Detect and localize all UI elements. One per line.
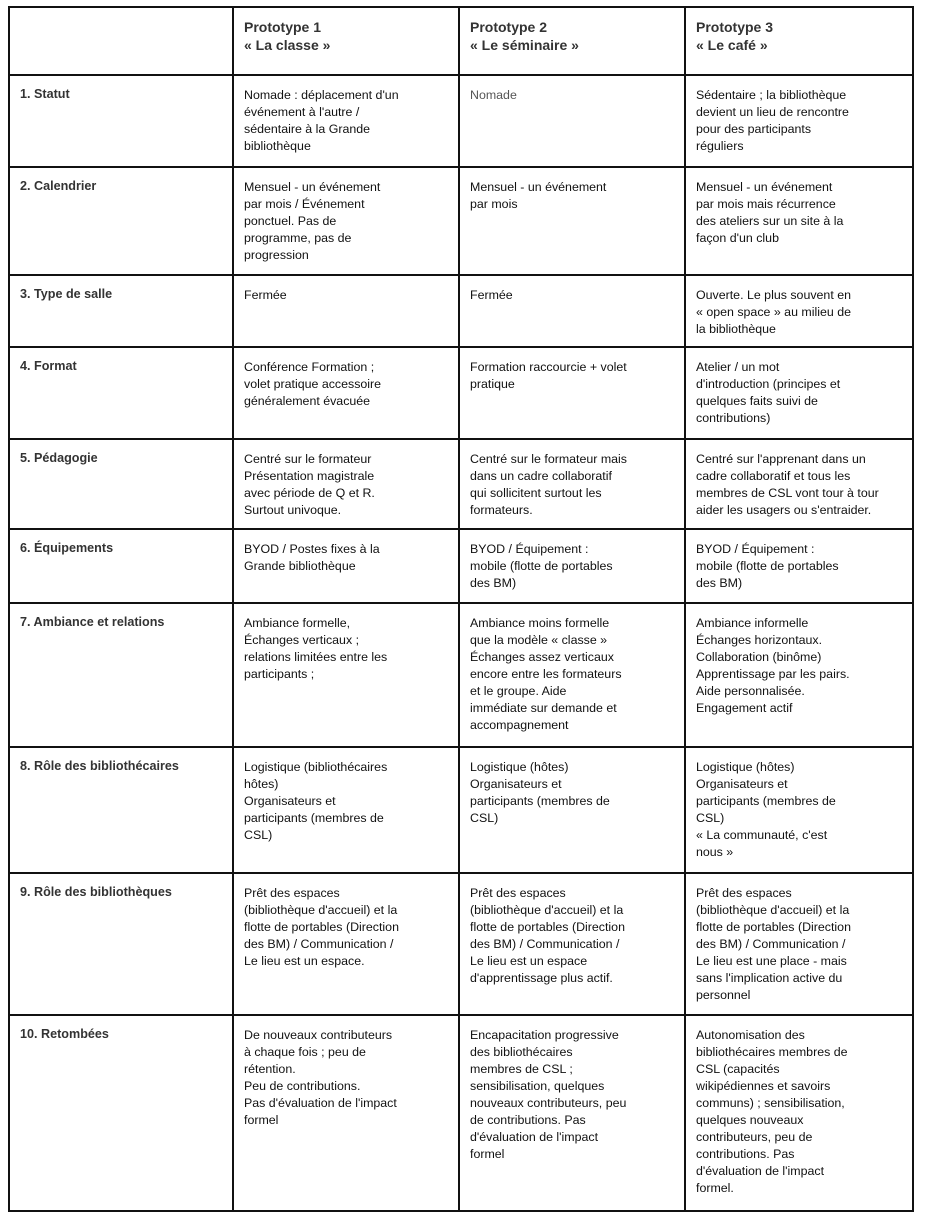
- cell-text-line: par mois mais récurrence: [696, 197, 836, 211]
- cell-text-line: personnel: [696, 988, 751, 1002]
- cell-text-line: pour des participants: [696, 122, 812, 136]
- cell-text-line: mobile (flotte de portables: [696, 559, 839, 573]
- cell-text-line: Pas d'évaluation de l'impact: [244, 1096, 397, 1110]
- cell-text-line: sans l'implication active du: [696, 971, 843, 985]
- cell-text-line: avec période de Q et R.: [244, 486, 375, 500]
- cell-text-line: Logistique (hôtes): [470, 760, 569, 774]
- cell-text-line: Nomade: [470, 88, 517, 102]
- cell-text-line: relations limitées entre les: [244, 650, 388, 664]
- cell-text-line: formel: [244, 1113, 279, 1127]
- cell-text-line: Fermée: [470, 288, 513, 302]
- cell-text-line: Logistique (hôtes): [696, 760, 795, 774]
- cell-text-line: Formation raccourcie + volet: [470, 360, 627, 374]
- cell-text-line: mobile (flotte de portables: [470, 559, 613, 573]
- cell-text-line: par mois: [470, 197, 518, 211]
- cell-text-line: flotte de portables (Direction: [696, 920, 851, 934]
- cell-text-line: Logistique (bibliothécaires: [244, 760, 388, 774]
- table-row: [9, 75, 913, 167]
- cell-text-line: des BM) / Communication /: [244, 937, 394, 951]
- cell-text-line: Ambiance formelle,: [244, 616, 351, 630]
- cell-text-line: sédentaire à la Grande: [244, 122, 371, 136]
- cell-text-line: Échanges horizontaux.: [696, 633, 823, 647]
- cell-text-line: par mois / Événement: [244, 197, 365, 211]
- cell-text-line: Apprentissage par les pairs.: [696, 667, 850, 681]
- cell-text-line: membres de CSL ;: [470, 1062, 573, 1076]
- table-cell-prototype-2: [459, 439, 685, 529]
- cell-text-line: CSL (capacités: [696, 1062, 780, 1076]
- cell-text-line: Aide personnalisée.: [696, 684, 805, 698]
- table-cell-prototype-1: [233, 529, 459, 603]
- cell-text-line: Prêt des espaces: [470, 886, 566, 900]
- row-label: 7. Ambiance et relations: [9, 603, 233, 747]
- cell-text-line: d'introduction (principes et: [696, 377, 841, 391]
- cell-text-line: Nomade : déplacement d'un: [244, 88, 399, 102]
- table-body: [9, 75, 913, 1211]
- cell-text-line: formel: [470, 1147, 505, 1161]
- table-row: [9, 347, 913, 439]
- cell-text-line: devient un lieu de rencontre: [696, 105, 849, 119]
- cell-text-line: progression: [244, 248, 309, 262]
- cell-text-line: qui sollicitent surtout les: [470, 486, 602, 500]
- table-cell-prototype-3: [685, 167, 913, 275]
- header-title: Prototype 2: [470, 19, 548, 35]
- cell-text-line: des BM) / Communication /: [696, 937, 846, 951]
- cell-text-line: Engagement actif: [696, 701, 793, 715]
- cell-text-line: Encapacitation progressive: [470, 1028, 619, 1042]
- cell-text-line: Organisateurs et: [470, 777, 562, 791]
- cell-text-line: à chaque fois ; peu de: [244, 1045, 366, 1059]
- cell-text-line: CSL): [696, 811, 725, 825]
- header-subtitle: « Le séminaire »: [470, 37, 579, 53]
- table-row: [9, 439, 913, 529]
- row-label: 5. Pédagogie: [9, 439, 233, 529]
- cell-text-line: Prêt des espaces: [696, 886, 792, 900]
- cell-text-line: « open space » au milieu de: [696, 305, 851, 319]
- cell-text-line: flotte de portables (Direction: [244, 920, 399, 934]
- row-label: 10. Retombées: [9, 1015, 233, 1211]
- cell-text-line: d'apprentissage plus actif.: [470, 971, 613, 985]
- cell-text-line: façon d'un club: [696, 231, 779, 245]
- table-cell-prototype-2: [459, 1015, 685, 1211]
- cell-text-line: Le lieu est un espace.: [244, 954, 365, 968]
- cell-text-line: pratique: [470, 377, 515, 391]
- cell-text-line: programme, pas de: [244, 231, 352, 245]
- table-cell-prototype-1: [233, 347, 459, 439]
- cell-text-line: wikipédiennes et savoirs: [696, 1079, 831, 1093]
- table-cell-prototype-3: [685, 603, 913, 747]
- table-cell-prototype-1: [233, 167, 459, 275]
- row-label: 6. Équipements: [9, 529, 233, 603]
- cell-text-line: quelques faits suivi de: [696, 394, 818, 408]
- cell-text-line: formateurs.: [470, 503, 533, 517]
- table-cell-prototype-3: [685, 1015, 913, 1211]
- cell-text-line: cadre collaboratif et tous les: [696, 469, 851, 483]
- cell-text-line: participants (membres de: [244, 811, 384, 825]
- cell-text-line: volet pratique accessoire: [244, 377, 382, 391]
- cell-text-line: hôtes): [244, 777, 279, 791]
- cell-text-line: nous »: [696, 845, 734, 859]
- table-cell-prototype-3: [685, 747, 913, 873]
- row-label: 2. Calendrier: [9, 167, 233, 275]
- table-cell-prototype-1: [233, 439, 459, 529]
- row-label: 8. Rôle des bibliothécaires: [9, 747, 233, 873]
- cell-text-line: la bibliothèque: [696, 322, 776, 336]
- table-cell-prototype-2: [459, 347, 685, 439]
- cell-text-line: quelques nouveaux: [696, 1113, 804, 1127]
- table-row: [9, 1015, 913, 1211]
- header-row: [9, 7, 913, 75]
- table-row: [9, 275, 913, 347]
- cell-text-line: BYOD / Équipement :: [470, 542, 589, 556]
- table-cell-prototype-3: [685, 75, 913, 167]
- cell-text-line: participants (membres de: [470, 794, 610, 808]
- cell-text-line: formel.: [696, 1181, 734, 1195]
- cell-text-line: Organisateurs et: [696, 777, 788, 791]
- cell-text-line: Centré sur l'apprenant dans un: [696, 452, 866, 466]
- row-label: 4. Format: [9, 347, 233, 439]
- cell-text-line: des BM) / Communication /: [470, 937, 620, 951]
- table-cell-prototype-1: [233, 275, 459, 347]
- table-cell-prototype-3: [685, 529, 913, 603]
- cell-text-line: Centré sur le formateur mais: [470, 452, 628, 466]
- cell-text-line: dans un cadre collaboratif: [470, 469, 612, 483]
- cell-text-line: flotte de portables (Direction: [470, 920, 625, 934]
- table-row: [9, 603, 913, 747]
- cell-text-line: et le groupe. Aide: [470, 684, 567, 698]
- cell-text-line: CSL): [244, 828, 273, 842]
- cell-text-line: bibliothécaires membres de: [696, 1045, 848, 1059]
- cell-text-line: que la modèle « classe »: [470, 633, 608, 647]
- cell-text-line: Échanges assez verticaux: [470, 650, 614, 664]
- cell-text-line: Le lieu est une place - mais: [696, 954, 847, 968]
- prototype-comparison-table: [8, 6, 914, 1212]
- cell-text-line: Sédentaire ; la bibliothèque: [696, 88, 847, 102]
- cell-text-line: BYOD / Équipement :: [696, 542, 815, 556]
- table-cell-prototype-2: [459, 603, 685, 747]
- cell-text-line: accompagnement: [470, 718, 569, 732]
- cell-text-line: Ambiance informelle: [696, 616, 809, 630]
- header-subtitle: « Le café »: [696, 37, 768, 53]
- cell-text-line: Mensuel - un événement: [696, 180, 833, 194]
- table-cell-prototype-2: [459, 275, 685, 347]
- table-cell-prototype-3: [685, 873, 913, 1015]
- cell-text-line: (bibliothèque d'accueil) et la: [696, 903, 850, 917]
- cell-text-line: encore entre les formateurs: [470, 667, 622, 681]
- table-cell-prototype-1: [233, 1015, 459, 1211]
- cell-text-line: des BM): [470, 576, 517, 590]
- table-cell-prototype-2: [459, 167, 685, 275]
- table-cell-prototype-1: [233, 873, 459, 1015]
- row-label: 9. Rôle des bibliothèques: [9, 873, 233, 1015]
- cell-text-line: (bibliothèque d'accueil) et la: [244, 903, 398, 917]
- cell-text-line: participants (membres de: [696, 794, 836, 808]
- cell-text-line: « La communauté, c'est: [696, 828, 828, 842]
- table-cell-prototype-3: [685, 439, 913, 529]
- header-subtitle: « La classe »: [244, 37, 331, 53]
- cell-text-line: rétention.: [244, 1062, 296, 1076]
- table-cell-prototype-2: [459, 873, 685, 1015]
- table-cell-prototype-3: [685, 347, 913, 439]
- cell-text-line: contributions): [696, 411, 771, 425]
- cell-text-line: BYOD / Postes fixes à la: [244, 542, 380, 556]
- cell-text-line: bibliothèque: [244, 139, 311, 153]
- cell-text-line: des BM): [696, 576, 743, 590]
- cell-text-line: contributions. Pas: [696, 1147, 795, 1161]
- cell-text-line: nouveaux contributeurs, peu: [470, 1096, 627, 1110]
- cell-text-line: Atelier / un mot: [696, 360, 780, 374]
- cell-text-line: Ambiance moins formelle: [470, 616, 610, 630]
- cell-text-line: communs) ; sensibilisation,: [696, 1096, 845, 1110]
- cell-text-line: CSL): [470, 811, 499, 825]
- cell-text-line: Échanges verticaux ;: [244, 633, 360, 647]
- table-cell-prototype-1: [233, 747, 459, 873]
- cell-text-line: Peu de contributions.: [244, 1079, 361, 1093]
- cell-text-line: Prêt des espaces: [244, 886, 340, 900]
- table-cell-prototype-3: [685, 275, 913, 347]
- cell-text-line: Ouverte. Le plus souvent en: [696, 288, 851, 302]
- cell-text-line: de contributions. Pas: [470, 1113, 586, 1127]
- cell-text-line: immédiate sur demande et: [470, 701, 617, 715]
- cell-text-line: Fermée: [244, 288, 287, 302]
- cell-text-line: ponctuel. Pas de: [244, 214, 337, 228]
- table-cell-prototype-2: [459, 747, 685, 873]
- cell-text-line: (bibliothèque d'accueil) et la: [470, 903, 624, 917]
- cell-text-line: des ateliers sur un site à la: [696, 214, 844, 228]
- header-prototype-1: [233, 7, 459, 75]
- cell-text-line: aider les usagers ou s'entraider.: [696, 503, 872, 517]
- header-prototype-2: [459, 7, 685, 75]
- cell-text-line: Mensuel - un événement: [244, 180, 381, 194]
- table-cell-prototype-1: [233, 603, 459, 747]
- table-row: [9, 873, 913, 1015]
- cell-text-line: Présentation magistrale: [244, 469, 375, 483]
- cell-text-line: réguliers: [696, 139, 744, 153]
- cell-text-line: Conférence Formation ;: [244, 360, 375, 374]
- cell-text-line: des bibliothécaires: [470, 1045, 573, 1059]
- cell-text-line: Centré sur le formateur: [244, 452, 372, 466]
- table-row: [9, 529, 913, 603]
- cell-text-line: sensibilisation, quelques: [470, 1079, 605, 1093]
- cell-text-line: Collaboration (binôme): [696, 650, 822, 664]
- cell-text-line: Le lieu est un espace: [470, 954, 588, 968]
- cell-text-line: participants ;: [244, 667, 315, 681]
- table-row: [9, 747, 913, 873]
- row-label: 3. Type de salle: [9, 275, 233, 347]
- cell-text-line: Autonomisation des: [696, 1028, 805, 1042]
- header-prototype-3: [685, 7, 913, 75]
- cell-text-line: généralement évacuée: [244, 394, 371, 408]
- cell-text-line: d'évaluation de l'impact: [696, 1164, 825, 1178]
- cell-text-line: membres de CSL vont tour à tour: [696, 486, 879, 500]
- cell-text-line: Organisateurs et: [244, 794, 336, 808]
- cell-text-line: contributeurs, peu de: [696, 1130, 813, 1144]
- header-title: Prototype 1: [244, 19, 322, 35]
- cell-text-line: Grande bibliothèque: [244, 559, 356, 573]
- cell-text-line: événement à l'autre /: [244, 105, 360, 119]
- table-cell-prototype-2: [459, 75, 685, 167]
- table-cell-prototype-1: [233, 75, 459, 167]
- row-label: 1. Statut: [9, 75, 233, 167]
- header-title: Prototype 3: [696, 19, 774, 35]
- header-empty-cell: [9, 7, 233, 75]
- cell-text-line: De nouveaux contributeurs: [244, 1028, 393, 1042]
- cell-text-line: Mensuel - un événement: [470, 180, 607, 194]
- table-cell-prototype-2: [459, 529, 685, 603]
- cell-text-line: Surtout univoque.: [244, 503, 342, 517]
- table-row: [9, 167, 913, 275]
- cell-text-line: d'évaluation de l'impact: [470, 1130, 599, 1144]
